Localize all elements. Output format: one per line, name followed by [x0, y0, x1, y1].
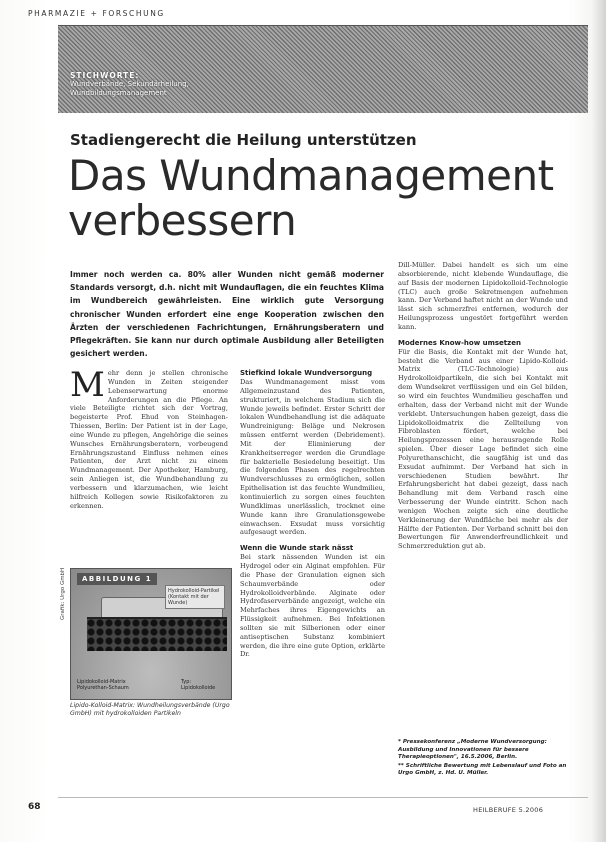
figure-caption: Lipido-Kolloid-Matrix: Wundheilungsverbände (Urgo GmbH) mit hydrokolloiden Partikeln: [70, 702, 230, 717]
footnotes: [398, 739, 568, 779]
footnote-1: * Pressekonferenz „Moderne Wundversorgung: Ausbildung und Innovationen für bessere Therapieoptionen", 16.5.2006, Berlin.: [398, 739, 547, 761]
article-lead: Immer noch werden ca. 80% aller Wunden nicht gemäß moderner Standards versorgt, d.h. nicht mit Wundauflagen, die ein feuchtes Klima im Wundbereich gewährleisten. Eine wirklich gute Versorgung chronischer Wunden erfordert eine enge Kooperation zwischen den Ärzten der verschiedenen Fachrichtungen, Ernährungsberatern und Pflegekräften. Sie kann nur durch optimale Ausbildung aller Beteiligten gesichert werden.: [70, 270, 384, 359]
figure-note-bottom-left: Lipidokolloid-Matrix Polyurethan-Schaum: [77, 679, 129, 691]
footer-rule: [58, 797, 588, 798]
column-3-heading: Modernes Know-how umsetzen: [398, 338, 521, 347]
figure-note-top-right: Hydrokolloid-Partikel (Kontakt mit der Wunde): [165, 585, 225, 609]
section-label: PHARMAZIE + FORSCHUNG: [28, 9, 165, 18]
keywords-box: [70, 71, 189, 98]
column-1-text: ehr denn je stellen chronische Wunden in Zeiten steigender Lebenserwartung enorme Anforderungen an die Pflege. An viele Beteiligte richtet sich der Vortrag, begeisterte Prof. Ehud von Steinhagen-Thiessen, Berlin: Der Patient ist in der Lage, eine Wunde zu pflegen, Angehörige die seines Wunsches Ernährungsberatern, vorbeugend Ernährungszustand Einfluss nehmen eines Patienten, der Arzt nicht zu einem Wundmanagement. Der Apotheker, Hamburg, sein Anliegen ist, die Wundbehandlung zu verbessern und klarzumachen, wie leicht hilfreich Kollegen sowie Risikofaktoren zu erkennen.: [70, 369, 228, 510]
column-2-text-2: Bei stark nässenden Wunden ist ein Hydrogel oder ein Alginat empfohlen. Für die Phase der Granulation eignen sich Schaumverbände oder Hydrokolloidverbände. Alginate oder Hydrofaserverbände angezeigt, welche ein Mehrfaches ihres Eigengewichts an Flüssigkeit aufnehmen. Bei Infektionen sollten sie mit Silberionen oder einer antiseptischen Substanz kombiniert werden, die ihre eine gute Option, erklärte Dr.: [240, 553, 385, 659]
column-1: [70, 365, 228, 511]
figure-wound-cells: [87, 617, 227, 651]
footnote-2: ** Schriftliche Bewertung mit Lebenslauf und Foto an Urgo GmbH, z. Hd. U. Müller.: [398, 762, 567, 777]
column-3-text-2: Für die Basis, die Kontakt mit der Wunde hat, besteht die Verband aus einer Lipido-Kolloid-Matrix (TLC-Technologie) aus Hydrokolloidpartikeln, die sich bei Kontakt mit dem Wundsekret verflüssigen und ein Gel bilden, so wird ein feuchtes Wundmilieu geschaffen und erhalten, dass der Verband nicht mit der Wunde verklebt. Untersuchungen haben gezeigt, dass die Lipidokolloidmatrix die Zellteilung von Fibroblasten fördert, welche bei Heilungsprozessen eine herausragende Rolle spielen. Über dieser Lage befindet sich eine Polyurethanschicht, die saugfähig ist und das Exsudat aufnimmt. Der Verband hat sich in verschiedenen Studien bewährt. Ihr Erfahrungsbericht hat dabei gezeigt, dass nach Behandlung mit dem Verband rasch eine Verbesserung der Wunde eintritt. Schon nach wenigen Wochen zeigte sich eine deutliche Verkleinerung der Wundfläche bei mehr als der Hälfte der Patienten. Der Verband schnitt bei den Bewertungen für Anwenderfreundlichkeit und Schmerzreduktion gut ab.: [398, 347, 568, 551]
column-3-text-1: Dill-Müller. Dabei handelt es sich um eine absorbierende, nicht klebende Wundauflage, die auf Basis der modernen Lipidokolloid-Technologie (TLC) auch große Sekretmengen aufnehmen kann. Der Verband haftet nicht an der Wunde und lässt sich schmerzfrei entfernen, wodurch der Heilungsprozess ungestört fortgeführt werden kann.: [398, 261, 568, 331]
column-2-heading-1: Stiefkind lokale Wundversorgung: [240, 369, 373, 377]
page-edge-shadow: [592, 0, 606, 842]
column-3: [398, 261, 568, 551]
keywords-title: STICHWORTE:: [70, 71, 140, 80]
figure-credit: Grafik: Urgo GmbH: [60, 567, 66, 620]
page-number: 68: [28, 802, 41, 812]
article-title-line-2: verbessern: [68, 196, 297, 245]
figure-1: [70, 568, 232, 700]
header-band: [58, 25, 588, 113]
keywords-line-1: Wundverbände, Sekundärheilung,: [70, 80, 189, 88]
article-title: [68, 153, 554, 243]
column-2: [240, 369, 385, 659]
journal-issue: HEILBERUFE 5.2006: [473, 806, 544, 814]
column-2-text-1: Das Wundmanagement misst vom Allgemeinzustand des Patienten, strukturiert, in welchem Stadium sich die Wunde jeweils befindet. Erster Schritt der lokalen Wundbehandlung ist die adäquate Wundreinigung: Beläge und Nekrosen müssen entfernt werden (Debridement). Mit der Eliminierung der Krankheitserreger werden die Grundlage für bakterielle Besiedelung beseitigt. Um die folgenden Phasen des regelrechten Wundverschlusses zu ermöglichen, sollen Epithelisation ist das feuchte Wundmilieu, kontinuierlich zu sorgen eines feuchten Wundklimas unerlässlich, trocknet eine Wunde kann ihre Granulationsgewebe einwachsen. Exsudat muss vorsichtig aufgesaugt werden.: [240, 378, 385, 537]
figure-label: ABBILDUNG 1: [77, 573, 157, 585]
figure-note-bottom-right: Typ: Lipidokolloide: [181, 679, 216, 691]
drop-cap: M: [70, 365, 105, 405]
keywords-line-2: Wundbildungsmanagement: [70, 89, 167, 97]
article-subtitle: Stadiengerecht die Heilung unterstützen: [70, 131, 417, 149]
column-2-heading-2: Wenn die Wunde stark nässt: [240, 544, 354, 553]
article-title-line-1: Das Wundmanagement: [68, 151, 554, 200]
